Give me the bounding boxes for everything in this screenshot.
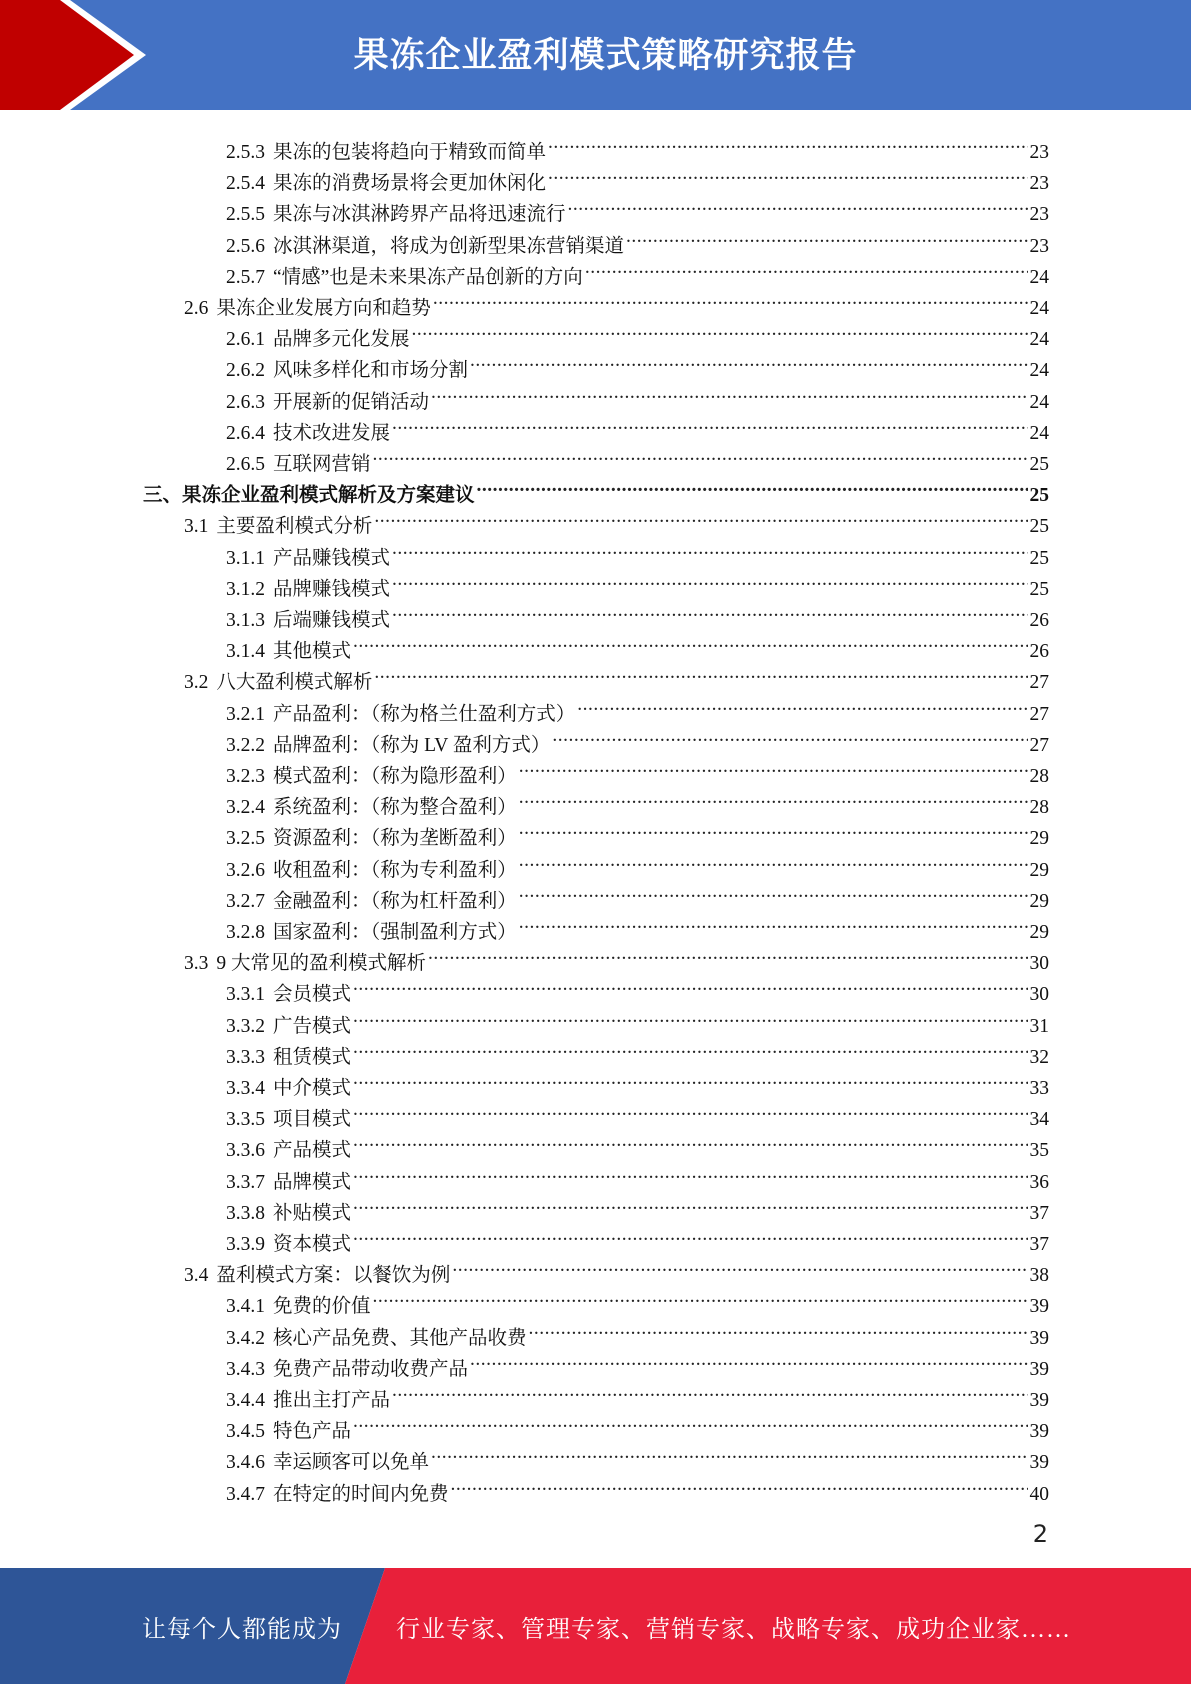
toc-entry-label: 果冻的消费场景将会更加休闲化 xyxy=(273,173,547,195)
toc-entry-label: 租赁模式 xyxy=(273,1046,352,1068)
toc-dot-leader xyxy=(373,439,1028,470)
toc-entry-page: 38 xyxy=(1029,1265,1049,1287)
toc-entry[interactable] xyxy=(184,657,1049,694)
page-header xyxy=(0,0,1191,110)
toc-entry[interactable] xyxy=(226,1188,1049,1224)
toc-dot-leader xyxy=(353,1157,1027,1188)
toc-entry-page: 25 xyxy=(1029,516,1049,538)
toc-entry-page: 39 xyxy=(1029,1390,1049,1411)
toc-entry[interactable] xyxy=(226,314,1049,351)
toc-dot-leader xyxy=(477,470,1028,501)
toc-entry[interactable] xyxy=(226,720,1049,756)
toc-entry-label: 主要盈利模式分析 xyxy=(216,516,373,538)
toc-entry-label: 品牌多元化发展 xyxy=(273,329,410,351)
toc-entry-page: 29 xyxy=(1029,828,1049,850)
toc-dot-leader xyxy=(353,1001,1027,1032)
toc-entry-label: 产品盈利：（称为格兰仕盈利方式） xyxy=(273,703,576,725)
toc-entry-number: 3.3.4 xyxy=(226,1078,265,1099)
toc-entry-label: 果冻与冰淇淋跨界产品将迅速流行 xyxy=(273,204,566,226)
toc-entry-label: 风味多样化和市场分割 xyxy=(273,360,469,382)
toc-entry-label: 国家盈利：（强制盈利方式） xyxy=(273,922,517,943)
toc-entry-page: 37 xyxy=(1029,1234,1049,1255)
toc-dot-leader xyxy=(568,189,1028,220)
toc-entry-number: 3.2.1 xyxy=(226,703,265,725)
page-footer xyxy=(0,1568,1191,1684)
toc-entry-page: 24 xyxy=(1029,391,1049,413)
toc-entry-label: 果冻企业盈利模式解析及方案建议 xyxy=(182,485,475,507)
toc-entry-number: 3.3 xyxy=(184,953,209,975)
toc-dot-leader xyxy=(519,876,1028,907)
toc-entry-number: 3.2.6 xyxy=(226,859,265,881)
toc-entry-label: 中介模式 xyxy=(273,1078,352,1099)
toc-dot-leader xyxy=(374,657,1027,688)
toc-dot-leader xyxy=(353,1125,1027,1156)
toc-entry[interactable] xyxy=(184,501,1049,538)
toc-entry-number: 3.1.3 xyxy=(226,610,265,631)
toc-entry-number: 3.4.6 xyxy=(226,1452,265,1474)
toc-dot-leader xyxy=(519,751,1028,782)
toc-entry[interactable] xyxy=(226,221,1049,257)
toc-dot-leader xyxy=(452,1250,1027,1281)
toc-entry-label: 资本模式 xyxy=(273,1234,352,1255)
toc-entry[interactable] xyxy=(226,127,1049,163)
toc-entry-number: 3.4 xyxy=(184,1265,209,1287)
toc-entry[interactable] xyxy=(226,782,1049,819)
toc-entry[interactable] xyxy=(226,252,1049,288)
toc-entry-page: 26 xyxy=(1029,641,1049,663)
toc-entry-number: 3.1 xyxy=(184,516,209,538)
toc-entry[interactable] xyxy=(143,470,1049,507)
toc-entry[interactable] xyxy=(226,626,1049,663)
toc-dot-leader xyxy=(431,1437,1027,1468)
toc-entry-number: 3.4.4 xyxy=(226,1390,265,1411)
toc-entry[interactable] xyxy=(226,1344,1049,1380)
toc-entry-page: 39 xyxy=(1029,1327,1049,1349)
toc-dot-leader xyxy=(433,283,1028,314)
toc-entry[interactable] xyxy=(226,189,1049,226)
toc-dot-leader xyxy=(470,1344,1027,1375)
toc-dot-leader xyxy=(470,345,1027,376)
toc-dot-leader xyxy=(353,1063,1027,1094)
toc-entry[interactable] xyxy=(226,1063,1049,1099)
toc-entry-number: 3.3.2 xyxy=(226,1015,265,1037)
toc-entry-page: 27 xyxy=(1029,703,1049,725)
toc-entry-number: 3.2.5 xyxy=(226,828,265,850)
toc-entry-number: 3.4.7 xyxy=(226,1483,265,1505)
toc-dot-leader xyxy=(529,1313,1028,1344)
toc-entry-number: 3.3.3 xyxy=(226,1046,265,1068)
toc-entry-number: 2.6.5 xyxy=(226,454,265,475)
toc-entry-page: 29 xyxy=(1029,922,1049,943)
toc-entry-label: 模式盈利：（称为隐形盈利） xyxy=(273,766,517,787)
toc-entry-page: 23 xyxy=(1029,235,1049,257)
toc-entry-page: 23 xyxy=(1029,142,1049,163)
toc-dot-leader xyxy=(519,813,1028,844)
toc-entry-label: 品牌模式 xyxy=(273,1171,352,1193)
toc-entry-label: 冰淇淋渠道，将成为创新型果冻营销渠道 xyxy=(273,235,625,257)
toc-dot-leader xyxy=(519,782,1028,813)
toc-entry-label: 会员模式 xyxy=(273,984,352,1006)
toc-entry[interactable] xyxy=(226,751,1049,787)
toc-entry-number: 3.2.7 xyxy=(226,890,265,912)
toc-dot-leader xyxy=(428,938,1027,969)
toc-entry-page: 30 xyxy=(1029,984,1049,1006)
toc-entry-number: 3.3.6 xyxy=(226,1140,265,1162)
toc-entry-number: 2.6.2 xyxy=(226,360,265,382)
toc-entry-page: 23 xyxy=(1029,204,1049,226)
toc-entry-label: 品牌盈利：（称为 LV 盈利方式） xyxy=(273,734,551,756)
toc-dot-leader xyxy=(519,845,1028,876)
toc-dot-leader xyxy=(451,1469,1028,1500)
toc-entry-number: 3.1.2 xyxy=(226,578,265,600)
toc-entry[interactable] xyxy=(226,845,1049,881)
toc-entry-page: 33 xyxy=(1029,1078,1049,1099)
toc-entry-number: 三、 xyxy=(143,485,183,507)
toc-entry-label: 9 大常见的盈利模式解析 xyxy=(216,953,427,975)
toc-dot-leader xyxy=(392,408,1027,439)
toc-dot-leader xyxy=(392,564,1027,595)
toc-entry-number: 3.3.5 xyxy=(226,1109,265,1131)
toc-entry-number: 2.6.3 xyxy=(226,391,265,413)
toc-entry-page: 27 xyxy=(1029,734,1049,756)
toc-dot-leader xyxy=(353,1219,1027,1250)
toc-entry-label: 互联网营销 xyxy=(273,454,371,475)
toc-entry-page: 36 xyxy=(1029,1171,1049,1193)
toc-entry-label: 开展新的促销活动 xyxy=(273,391,430,413)
toc-entry[interactable] xyxy=(226,408,1049,444)
toc-dot-leader xyxy=(353,1188,1027,1219)
toc-entry[interactable] xyxy=(184,283,1049,319)
toc-entry-number: 3.4.1 xyxy=(226,1296,265,1318)
toc-entry-label: 金融盈利：（称为杠杆盈利） xyxy=(273,890,517,912)
header-title: 果冻企业盈利模式策略研究报告 xyxy=(353,36,858,76)
toc-entry-label: 免费的价值 xyxy=(273,1296,371,1318)
toc-entry[interactable] xyxy=(226,439,1049,475)
toc-entry-label: 收租盈利：（称为专利盈利） xyxy=(273,859,517,881)
footer-slogan-left: 让每个人都能成为 xyxy=(142,1617,342,1643)
toc-dot-leader xyxy=(392,595,1027,626)
toc-entry[interactable] xyxy=(226,564,1049,600)
toc-entry-number: 2.5.7 xyxy=(226,266,265,288)
toc-entry-label: 系统盈利：（称为整合盈利） xyxy=(273,797,517,819)
toc-entry[interactable] xyxy=(184,1250,1049,1287)
toc-entry-number: 3.4.2 xyxy=(226,1327,265,1349)
toc-dot-leader xyxy=(585,252,1028,283)
toc-entry-label: 资源盈利：（称为垄断盈利） xyxy=(273,828,517,850)
toc-entry-page: 39 xyxy=(1029,1421,1049,1443)
toc-entry-page: 24 xyxy=(1029,298,1049,319)
toc-entry-number: 3.1.1 xyxy=(226,547,265,569)
toc-entry[interactable] xyxy=(226,1469,1049,1505)
footer-slogan-right: 行业专家、管理专家、营销专家、战略专家、成功企业家…… xyxy=(396,1617,1071,1643)
toc-entry-number: 3.2.4 xyxy=(226,797,265,819)
toc-dot-leader xyxy=(392,533,1027,564)
toc-dot-leader xyxy=(353,1094,1027,1125)
toc-entry[interactable] xyxy=(226,1094,1049,1131)
toc-entry[interactable] xyxy=(226,377,1049,413)
toc-dot-leader xyxy=(577,689,1027,720)
toc-entry[interactable] xyxy=(226,907,1049,943)
toc-entry[interactable] xyxy=(226,158,1049,195)
toc-entry-number: 3.2.3 xyxy=(226,766,265,787)
toc-entry-number: 3.4.3 xyxy=(226,1358,265,1380)
toc-entry-page: 25 xyxy=(1029,485,1049,507)
toc-entry-label: 特色产品 xyxy=(273,1421,352,1443)
toc-entry[interactable] xyxy=(226,876,1049,912)
toc-dot-leader xyxy=(353,1032,1027,1063)
toc-entry-number: 3.3.9 xyxy=(226,1234,265,1255)
toc-entry-page: 24 xyxy=(1029,266,1049,288)
toc-entry-number: 2.6.4 xyxy=(226,422,265,444)
toc-entry-page: 37 xyxy=(1029,1202,1049,1224)
toc-dot-leader xyxy=(552,720,1027,751)
toc-entry-label: 品牌赚钱模式 xyxy=(273,578,391,600)
toc-entry-page: 29 xyxy=(1029,890,1049,912)
toc-entry-number: 3.2 xyxy=(184,672,209,694)
toc-entry-page: 28 xyxy=(1029,766,1049,787)
toc-entry-page: 34 xyxy=(1029,1109,1049,1131)
toc-entry-label: 八大盈利模式解析 xyxy=(216,672,373,694)
toc-entry-label: 后端赚钱模式 xyxy=(273,610,391,631)
toc-dot-leader xyxy=(519,907,1028,938)
toc-entry-label: 广告模式 xyxy=(273,1015,352,1037)
toc-entry-label: 免费产品带动收费产品 xyxy=(273,1358,469,1380)
toc-dot-leader xyxy=(373,1281,1028,1312)
toc-entry[interactable] xyxy=(184,938,1049,975)
toc-entry[interactable] xyxy=(226,1313,1049,1349)
toc-entry-label: 果冻企业发展方向和趋势 xyxy=(216,298,431,319)
toc-entry-page: 24 xyxy=(1029,360,1049,382)
toc-entry-page: 31 xyxy=(1029,1015,1049,1037)
toc-dot-leader xyxy=(374,501,1027,532)
toc-entry-label: 核心产品免费、其他产品收费 xyxy=(273,1327,527,1349)
toc-entry-number: 3.3.7 xyxy=(226,1171,265,1193)
toc-entry-label: 在特定的时间内免费 xyxy=(273,1483,449,1505)
toc-entry-label: 产品赚钱模式 xyxy=(273,547,391,569)
toc-entry-number: 2.5.3 xyxy=(226,142,265,163)
toc-entry-label: 其他模式 xyxy=(273,641,352,663)
toc-entry-page: 25 xyxy=(1029,454,1049,475)
toc-dot-leader xyxy=(626,221,1027,252)
toc-dot-leader xyxy=(353,1406,1027,1437)
toc-entry-page: 24 xyxy=(1029,329,1049,351)
toc-entry-number: 3.4.5 xyxy=(226,1421,265,1443)
toc-dot-leader xyxy=(353,626,1027,657)
toc-entry-page: 28 xyxy=(1029,797,1049,819)
toc-entry-page: 27 xyxy=(1029,672,1049,694)
toc-entry[interactable] xyxy=(226,1157,1049,1193)
page-number: 2 xyxy=(1032,1520,1048,1548)
toc-entry-page: 25 xyxy=(1029,547,1049,569)
toc-entry-page: 23 xyxy=(1029,173,1049,195)
toc-entry-number: 2.5.6 xyxy=(226,235,265,257)
toc-dot-leader xyxy=(392,1375,1027,1406)
toc-entry-label: 补贴模式 xyxy=(273,1202,352,1224)
toc-dot-leader xyxy=(431,377,1027,408)
toc-entry[interactable] xyxy=(226,689,1049,725)
toc-entry-label: 推出主打产品 xyxy=(273,1390,391,1411)
toc-entry[interactable] xyxy=(226,1437,1049,1474)
toc-entry[interactable] xyxy=(226,1219,1049,1255)
toc-dot-leader xyxy=(412,314,1028,345)
toc-entry-number: 2.5.5 xyxy=(226,204,265,226)
toc-entry[interactable] xyxy=(226,813,1049,850)
toc-entry-label: 技术改进发展 xyxy=(273,422,391,444)
toc-entry-label: 果冻的包装将趋向于精致而简单 xyxy=(273,142,547,163)
toc-entry-number: 2.6 xyxy=(184,298,209,319)
toc-entry[interactable] xyxy=(226,1375,1049,1411)
toc-entry-number: 3.3.8 xyxy=(226,1202,265,1224)
toc-entry-number: 3.2.8 xyxy=(226,922,265,943)
toc-entry-number: 3.2.2 xyxy=(226,734,265,756)
toc-entry-label: “情感”也是未来果冻产品创新的方向 xyxy=(273,266,583,288)
toc-entry-page: 39 xyxy=(1029,1358,1049,1380)
toc-entry-label: 盈利模式方案：以餐饮为例 xyxy=(216,1265,451,1287)
toc-entry[interactable] xyxy=(226,533,1049,569)
toc-entry-page: 39 xyxy=(1029,1452,1049,1474)
toc-dot-leader xyxy=(353,969,1027,1000)
toc-entry-page: 29 xyxy=(1029,859,1049,881)
toc-entry-label: 产品模式 xyxy=(273,1140,352,1162)
toc-entry[interactable] xyxy=(226,345,1049,382)
toc-dot-leader xyxy=(548,127,1027,158)
toc-entry-page: 25 xyxy=(1029,578,1049,600)
toc-entry-number: 2.6.1 xyxy=(226,329,265,351)
toc-entry[interactable] xyxy=(226,1125,1049,1162)
toc-entry-number: 2.5.4 xyxy=(226,173,265,195)
toc-entry-number: 3.1.4 xyxy=(226,641,265,663)
toc-entry-page: 35 xyxy=(1029,1140,1049,1162)
toc-dot-leader xyxy=(548,158,1027,189)
toc-entry-page: 30 xyxy=(1029,953,1049,975)
toc-entry[interactable] xyxy=(226,1406,1049,1443)
toc-entry-number: 3.3.1 xyxy=(226,984,265,1006)
toc-entry-label: 幸运顾客可以免单 xyxy=(273,1452,430,1474)
toc-entry[interactable] xyxy=(226,969,1049,1006)
toc-entry-page: 26 xyxy=(1029,610,1049,631)
toc-entry[interactable] xyxy=(226,1032,1049,1068)
toc-entry[interactable] xyxy=(226,1281,1049,1318)
toc-entry-label: 项目模式 xyxy=(273,1109,352,1131)
toc-entry-page: 39 xyxy=(1029,1296,1049,1318)
toc-entry-page: 24 xyxy=(1029,422,1049,444)
toc-entry[interactable] xyxy=(226,595,1049,631)
toc-entry-page: 32 xyxy=(1029,1046,1049,1068)
toc-entry[interactable] xyxy=(226,1001,1049,1037)
toc-entry-page: 40 xyxy=(1029,1483,1049,1505)
